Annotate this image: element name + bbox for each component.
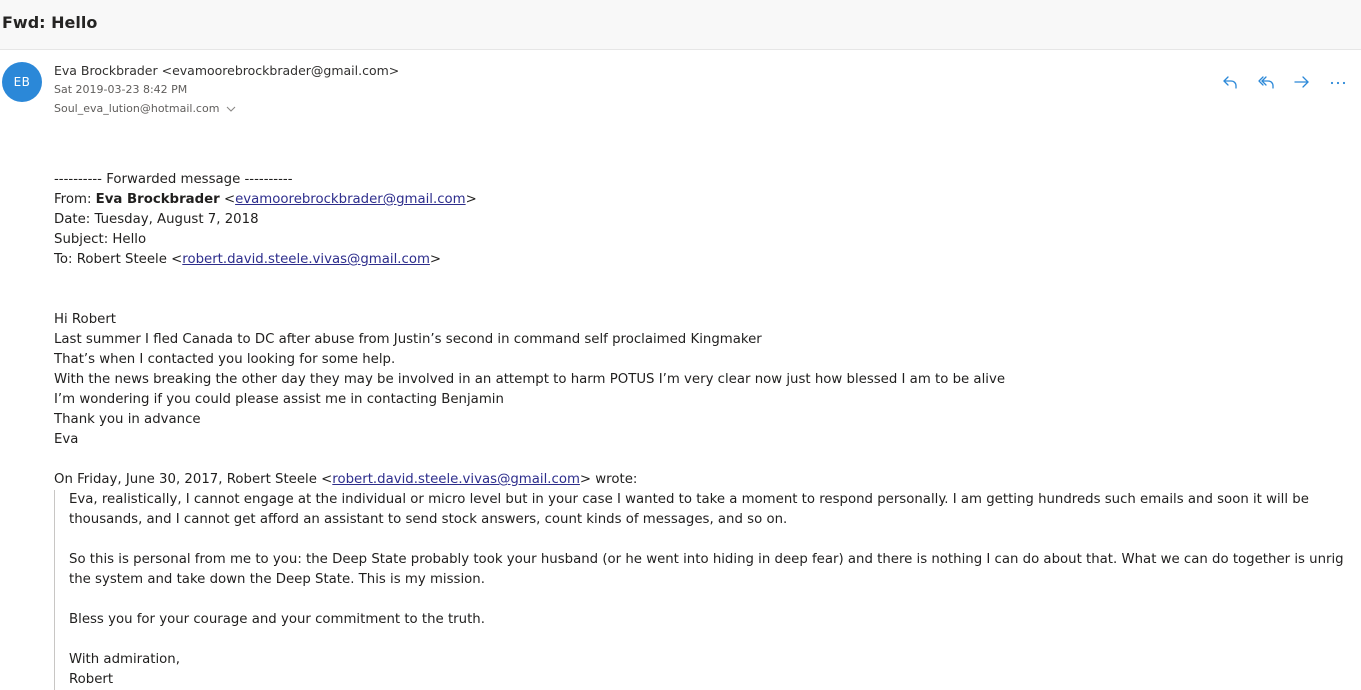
more-icon xyxy=(1329,73,1347,91)
subject-bar xyxy=(0,0,1361,50)
forward-banner: ---------- Forwarded message ---------- xyxy=(54,172,293,187)
quote-paragraph: Bless you for your courage and your commitment to the truth. xyxy=(69,612,485,627)
sender-name[interactable]: Eva Brockbrader <evamoorebrockbrader@gmail.com> xyxy=(54,63,400,78)
email-subject: Fwd: Hello xyxy=(2,13,98,32)
reply-button[interactable] xyxy=(1212,70,1248,94)
sent-date: Sat 2019-03-23 8:42 PM xyxy=(54,83,188,96)
more-actions-button[interactable] xyxy=(1320,70,1356,94)
forward-to-email-link[interactable]: robert.david.steele.vivas@gmail.com xyxy=(182,252,430,267)
quote-paragraph: Eva, realistically, I cannot engage at the individual or micro level but in your case I wanted to take a moment to respond personally. I am getting hundreds such emails and soon it will be thousands, and I cannot get afford an assistant to send stock answers, count kinds of messages, and so on. xyxy=(69,492,1309,527)
forward-icon xyxy=(1293,73,1311,91)
reply-all-button[interactable] xyxy=(1248,70,1284,94)
chevron-down-icon[interactable] xyxy=(225,103,237,115)
quote-signoff: With admiration, xyxy=(69,652,180,667)
message-line: That’s when I contacted you looking for some help. xyxy=(54,352,396,367)
forward-to: To: Robert Steele <robert.david.steele.vivas@gmail.com> xyxy=(54,252,442,267)
quote-email-link[interactable]: robert.david.steele.vivas@gmail.com xyxy=(332,472,580,487)
message-line: I’m wondering if you could please assist me in contacting Benjamin xyxy=(54,392,504,407)
message-actions xyxy=(1212,70,1356,94)
message-line: Hi Robert xyxy=(54,312,116,327)
recipient-line xyxy=(54,102,237,115)
quote-intro: On Friday, June 30, 2017, Robert Steele <robert.david.steele.vivas@gmail.com> wrote: xyxy=(54,472,638,487)
quoted-message xyxy=(54,490,1344,690)
avatar[interactable]: EB xyxy=(2,62,42,102)
quote-paragraph: So this is personal from me to you: the Deep State probably took your husband (or he went into hiding in deep fear) and there is nothing I can do about that. What we can do together is unrig the system and take down the Deep State. This is my mission. xyxy=(69,552,1344,587)
forward-from-name: Eva Brockbrader xyxy=(95,192,220,207)
reply-icon xyxy=(1221,73,1239,91)
message-body xyxy=(54,170,1344,690)
quote-signature: Robert xyxy=(69,672,114,687)
message-line: Thank you in advance xyxy=(54,412,201,427)
forward-from: From: Eva Brockbrader <evamoorebrockbrader@gmail.com> xyxy=(54,192,477,207)
forward-subject: Subject: Hello xyxy=(54,232,147,247)
forward-from-email-link[interactable]: evamoorebrockbrader@gmail.com xyxy=(235,192,466,207)
reply-all-icon xyxy=(1257,73,1275,91)
message-line: Eva xyxy=(54,432,79,447)
forward-button[interactable] xyxy=(1284,70,1320,94)
message-line: With the news breaking the other day they may be involved in an attempt to harm POTUS I’m very clear now just how blessed I am to be alive xyxy=(54,372,1006,387)
forward-date: Date: Tuesday, August 7, 2018 xyxy=(54,212,259,227)
message-line: Last summer I fled Canada to DC after abuse from Justin’s second in command self proclaimed Kingmaker xyxy=(54,332,762,347)
recipient-email[interactable]: Soul_eva_lution@hotmail.com xyxy=(54,102,220,115)
